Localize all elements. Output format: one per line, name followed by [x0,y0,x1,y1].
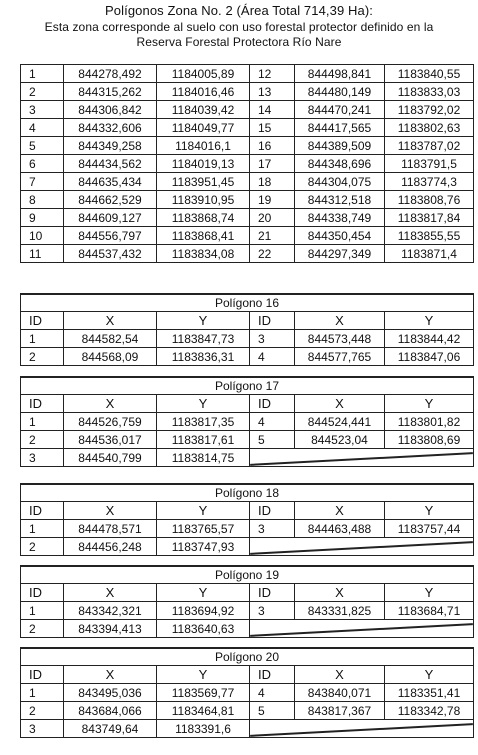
y-coordinate: 1183792,02 [385,101,474,119]
column-header: Y [157,395,250,413]
table-row [21,65,474,83]
x-coordinate: 844635,434 [64,173,157,191]
point-id: 3 [21,720,64,738]
column-header: Y [385,666,474,684]
x-coordinate: 843342,321 [64,602,157,620]
x-coordinate: 844568,09 [64,348,157,366]
table-row [21,155,474,173]
y-coordinate: 1184019,13 [157,155,250,173]
x-coordinate: 844349,258 [64,137,157,155]
polygon-title: Polígono 16 [21,294,474,312]
point-id: 7 [21,173,64,191]
y-coordinate: 1183351,41 [385,684,474,702]
y-coordinate: 1183342,78 [385,702,474,720]
point-id: 8 [21,191,64,209]
x-coordinate: 844582,54 [64,330,157,348]
x-coordinate: 844306,842 [64,101,157,119]
table-row [21,684,474,702]
y-coordinate: 1183694,92 [157,602,250,620]
table-row [21,520,474,538]
table-row [21,191,474,209]
y-coordinate: 1183774,3 [385,173,474,191]
y-coordinate: 1183951,45 [157,173,250,191]
column-header: X [64,312,157,330]
column-header: ID [250,584,295,602]
zone-title: Polígonos Zona No. 2 (Área Total 714,39 Ha): [105,3,373,18]
x-coordinate: 844348,696 [295,155,385,173]
y-coordinate: 1183847,06 [385,348,474,366]
empty-cell [250,620,474,638]
column-header: ID [250,666,295,684]
y-coordinate: 1183836,31 [157,348,250,366]
column-header: X [295,312,385,330]
point-id: 4 [250,684,295,702]
y-coordinate: 1183817,61 [157,431,250,449]
column-header: ID [250,395,295,413]
y-coordinate: 1183808,76 [385,191,474,209]
column-header: ID [21,395,64,413]
y-coordinate: 1183640,63 [157,620,250,638]
point-id: 5 [250,431,295,449]
point-id: 1 [21,520,64,538]
point-id: 6 [21,155,64,173]
x-coordinate: 844524,441 [295,413,385,431]
x-coordinate: 844537,432 [64,245,157,263]
y-coordinate: 1184049,77 [157,119,250,137]
point-id: 3 [21,101,64,119]
x-coordinate: 844350,454 [295,227,385,245]
point-id: 4 [21,119,64,137]
point-id: 2 [21,83,64,101]
point-id: 4 [250,413,295,431]
point-id: 17 [250,155,295,173]
point-id: 12 [250,65,295,83]
diagonal-line [250,541,473,555]
point-id: 19 [250,191,295,209]
x-coordinate: 844297,349 [295,245,385,263]
point-id: 16 [250,137,295,155]
x-coordinate: 843331,825 [295,602,385,620]
table-row [21,227,474,245]
column-header: Y [157,312,250,330]
empty-cell [250,449,474,467]
y-coordinate: 1183747,93 [157,538,250,556]
point-id: 1 [21,330,64,348]
point-id: 18 [250,173,295,191]
y-coordinate: 1183569,77 [157,684,250,702]
point-id: 2 [21,702,64,720]
point-id: 3 [250,330,295,348]
x-coordinate: 844523,04 [295,431,385,449]
x-coordinate: 843749,64 [64,720,157,738]
column-header: ID [21,584,64,602]
x-coordinate: 844312,518 [295,191,385,209]
y-coordinate: 1183844,42 [385,330,474,348]
y-coordinate: 1183391,6 [157,720,250,738]
y-coordinate: 1183801,82 [385,413,474,431]
point-id: 1 [21,684,64,702]
x-coordinate: 843495,036 [64,684,157,702]
point-id: 13 [250,83,295,101]
y-coordinate: 1183868,74 [157,209,250,227]
point-id: 5 [250,702,295,720]
column-header: X [295,666,385,684]
column-header: X [64,502,157,520]
table-row [21,413,474,431]
zone-coordinates-table [20,64,474,263]
polygon-table [20,376,474,467]
y-coordinate: 1183871,4 [385,245,474,263]
point-id: 2 [21,431,64,449]
y-coordinate: 1183868,41 [157,227,250,245]
column-header: X [64,584,157,602]
polygon-title: Polígono 19 [21,566,474,584]
y-coordinate: 1184016,1 [157,137,250,155]
point-id: 22 [250,245,295,263]
x-coordinate: 844338,749 [295,209,385,227]
x-coordinate: 844417,565 [295,119,385,137]
x-coordinate: 844662,529 [64,191,157,209]
diagonal-line [250,452,473,466]
polygon-title: Polígono 17 [21,377,474,395]
table-row [21,702,474,720]
x-coordinate: 843684,066 [64,702,157,720]
y-coordinate: 1183684,71 [385,602,474,620]
y-coordinate: 1183855,55 [385,227,474,245]
x-coordinate: 843817,367 [295,702,385,720]
point-id: 21 [250,227,295,245]
point-id: 1 [21,602,64,620]
x-coordinate: 844577,765 [295,348,385,366]
point-id: 9 [21,209,64,227]
table-row [21,83,474,101]
y-coordinate: 1183833,03 [385,83,474,101]
polygon-table [20,565,474,638]
column-header: X [64,395,157,413]
empty-cell [250,538,474,556]
x-coordinate: 844540,799 [64,449,157,467]
y-coordinate: 1183834,08 [157,245,250,263]
y-coordinate: 1183802,63 [385,119,474,137]
column-header: ID [250,312,295,330]
point-id: 11 [21,245,64,263]
reserve-name: Reserva Forestal Protectora Río Nare [136,35,342,49]
column-header: Y [385,312,474,330]
column-header: X [295,502,385,520]
point-id: 3 [21,449,64,467]
table-row [21,620,474,638]
table-row [21,431,474,449]
x-coordinate: 843840,071 [295,684,385,702]
point-id: 2 [21,538,64,556]
polygon-table [20,483,474,556]
x-coordinate: 844573,448 [295,330,385,348]
y-coordinate: 1183814,75 [157,449,250,467]
table-row [21,101,474,119]
column-header: Y [157,666,250,684]
x-coordinate: 844498,841 [295,65,385,83]
table-row [21,245,474,263]
zone-description: Esta zona corresponde al suelo con uso forestal protector definido en la [44,20,434,34]
x-coordinate: 844536,017 [64,431,157,449]
table-row [21,602,474,620]
y-coordinate: 1183847,73 [157,330,250,348]
y-coordinate: 1183787,02 [385,137,474,155]
y-coordinate: 1183817,35 [157,413,250,431]
column-header: ID [21,312,64,330]
polygon-table [20,293,474,366]
y-coordinate: 1183791,5 [385,155,474,173]
table-row [21,538,474,556]
x-coordinate: 844556,797 [64,227,157,245]
point-id: 15 [250,119,295,137]
y-coordinate: 1183817,84 [385,209,474,227]
x-coordinate: 844315,262 [64,83,157,101]
point-id: 4 [250,348,295,366]
table-row [21,348,474,366]
x-coordinate: 844478,571 [64,520,157,538]
table-row [21,330,474,348]
diagonal-line [250,723,473,737]
table-row [21,209,474,227]
column-header: Y [157,584,250,602]
y-coordinate: 1184016,46 [157,83,250,101]
column-header: Y [385,395,474,413]
x-coordinate: 844304,075 [295,173,385,191]
x-coordinate: 844434,562 [64,155,157,173]
table-row [21,720,474,738]
column-header: Y [385,584,474,602]
y-coordinate: 1183757,44 [385,520,474,538]
table-row [21,449,474,467]
column-header: X [295,395,385,413]
column-header: Y [385,502,474,520]
point-id: 3 [250,520,295,538]
table-row [21,119,474,137]
table-row [21,173,474,191]
y-coordinate: 1184039,42 [157,101,250,119]
x-coordinate: 844470,241 [295,101,385,119]
point-id: 20 [250,209,295,227]
column-header: Y [157,502,250,520]
y-coordinate: 1183808,69 [385,431,474,449]
point-id: 10 [21,227,64,245]
column-header: X [295,584,385,602]
x-coordinate: 844480,149 [295,83,385,101]
x-coordinate: 844456,248 [64,538,157,556]
x-coordinate: 844463,488 [295,520,385,538]
polygon-title: Polígono 18 [21,484,474,502]
x-coordinate: 844609,127 [64,209,157,227]
y-coordinate: 1183910,95 [157,191,250,209]
empty-cell [250,720,474,738]
table-row [21,137,474,155]
point-id: 2 [21,348,64,366]
polygon-title: Polígono 20 [21,648,474,666]
point-id: 1 [21,413,64,431]
column-header: ID [21,666,64,684]
point-id: 1 [21,65,64,83]
x-coordinate: 844332,606 [64,119,157,137]
y-coordinate: 1183464,81 [157,702,250,720]
diagonal-line [250,623,473,637]
x-coordinate: 844389,509 [295,137,385,155]
x-coordinate: 843394,413 [64,620,157,638]
y-coordinate: 1183840,55 [385,65,474,83]
point-id: 5 [21,137,64,155]
y-coordinate: 1184005,89 [157,65,250,83]
y-coordinate: 1183765,57 [157,520,250,538]
point-id: 2 [21,620,64,638]
point-id: 3 [250,602,295,620]
x-coordinate: 844278,492 [64,65,157,83]
column-header: X [64,666,157,684]
column-header: ID [21,502,64,520]
column-header: ID [250,502,295,520]
x-coordinate: 844526,759 [64,413,157,431]
polygon-table [20,647,474,738]
point-id: 14 [250,101,295,119]
